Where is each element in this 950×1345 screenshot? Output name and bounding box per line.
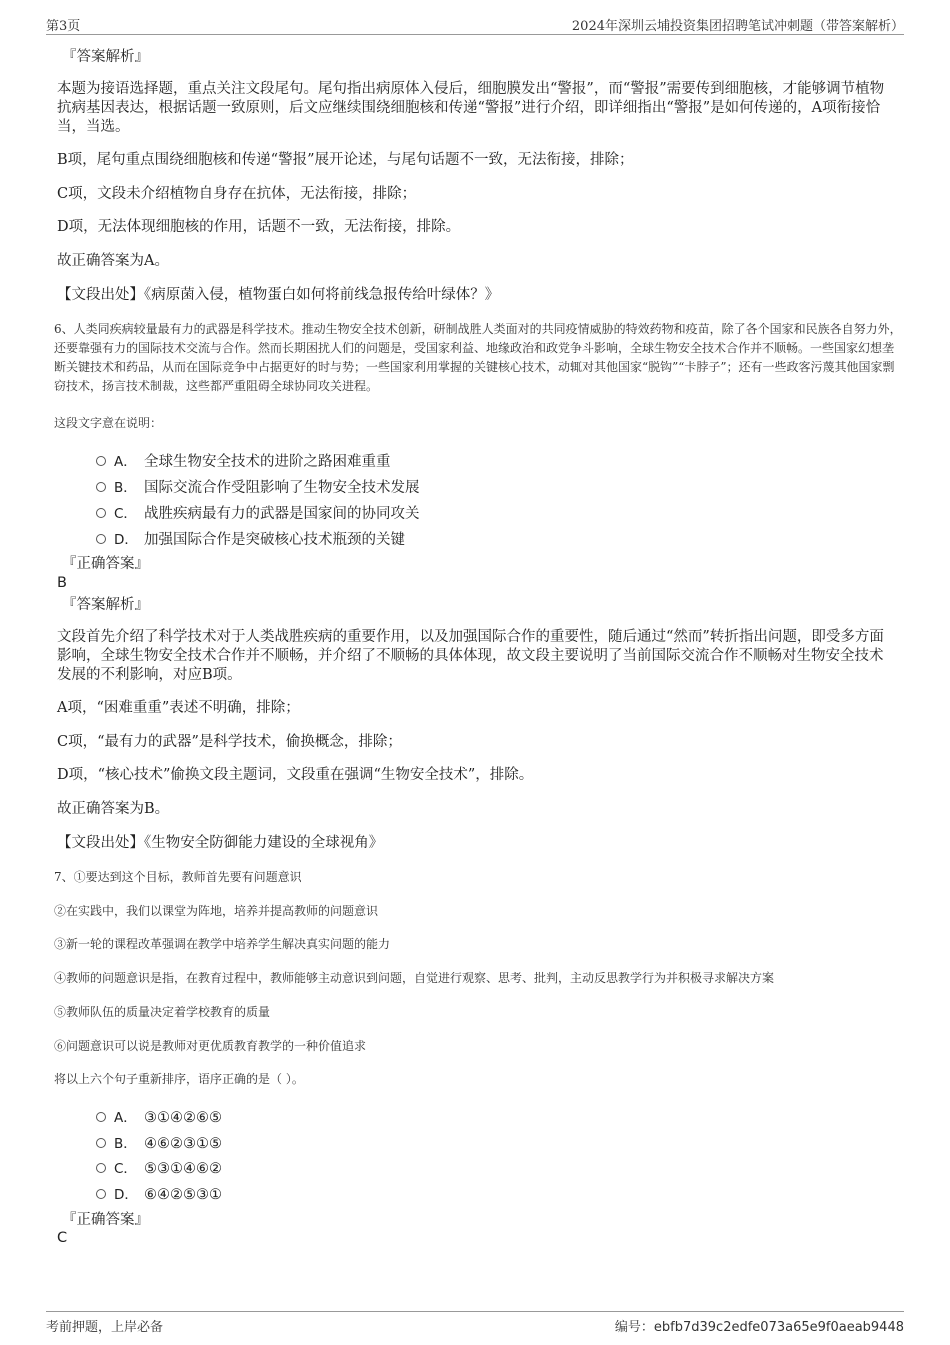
q6-answer-label: 『正确答案』 (62, 556, 149, 572)
q5-analysis-paragraph: 本题为接语选择题，重点关注文段尾句。尾句指出病原体入侵后，细胞膜发出“警报”，而“警报”需要传到细胞核，才能够调节植物抗病基因表达，根据话题一致原则，后文应继续围绕细胞核和传递“警报”进行介绍，即详细指出“警报”是如何传递的，A项衔接恰当，当选。 (57, 81, 885, 135)
q6-answer: B (57, 575, 67, 591)
q7-question: 将以上六个句子重新排序，语序正确的是（ ）。 (54, 1072, 304, 1086)
q7-answer-label: 『正确答案』 (62, 1212, 149, 1228)
q6-analysis-conclusion: 故正确答案为B。 (57, 801, 170, 817)
q6-option-c[interactable]: C． 战胜疾病最有力的武器是国家间的协同攻关 (96, 502, 420, 523)
q7-option-d[interactable]: D． ⑥④②⑤③① (96, 1183, 222, 1203)
q7-answer: C (57, 1230, 68, 1246)
q6-analysis-label: 『答案解析』 (62, 597, 149, 613)
radio-button[interactable] (96, 534, 106, 544)
radio-button[interactable] (96, 1138, 106, 1148)
document-code: 编号：ebfb7d39c2edfe073a65e9f0aeab9448 (614, 1320, 904, 1335)
q5-analysis-option-b: B项，尾句重点围绕细胞核和传递“警报”展开论述，与尾句话题不一致，无法衔接，排除； (57, 152, 634, 168)
q6-stem: 6、人类同疾病较量最有力的武器是科学技术。推动生物安全技术创新，研制战胜人类面对的共同疫情威胁的特效药物和疫苗，除了各个国家和民族各自努力外，还要靠强有力的国际技术交流与合作。然而长期困扰人们的问题是，受国家利益、地缘政治和政党争斗影响，全球生物安全技术合作并不顺畅。一些国家幻想垄断关键技术和药品，从而在国际竞争中占据更好的时与势；一些国家利用掌握的关键核心技术，动辄对其他国家“脱钩”“卡脖子”；还有一些政客污蔑其他国家剽窃技术，扬言技术制裁，这些都严重阻碍全球协同攻关进程。 (54, 322, 902, 393)
q6-option-a[interactable]: A． 全球生物安全技术的进阶之路困难重重 (96, 450, 391, 471)
q7-sentence-4: ④教师的问题意识是指，在教育过程中，教师能够主动意识到问题，自觉进行观察、思考、批判，主动反思教学行为并积极寻求解决方案 (54, 971, 775, 985)
q6-source: 【文段出处】《生物安全防御能力建设的全球视角》 (57, 835, 384, 851)
q5-analysis-option-d: D项，无法体现细胞核的作用，话题不一致，无法衔接，排除。 (57, 219, 461, 235)
page-number: 第3页 (46, 19, 81, 34)
q6-question: 这段文字意在说明： (54, 416, 163, 430)
radio-button[interactable] (96, 456, 106, 466)
page-header (46, 14, 904, 35)
q7-sentence-6: ⑥问题意识可以说是教师对更优质教育教学的一种价值追求 (54, 1039, 367, 1053)
radio-button[interactable] (96, 482, 106, 492)
q7-option-b[interactable]: B． ④⑥②③①⑤ (96, 1132, 222, 1152)
q5-analysis-conclusion: 故正确答案为A。 (57, 253, 169, 269)
q6-option-d[interactable]: D． 加强国际合作是突破核心技术瓶颈的关键 (96, 528, 405, 549)
radio-button[interactable] (96, 1189, 106, 1199)
q7-sentence-5: ⑤教师队伍的质量决定着学校教育的质量 (54, 1005, 271, 1019)
q5-analysis-label: 『答案解析』 (62, 49, 149, 65)
q5-analysis-option-c: C项，文段未介绍植物自身存在抗体，无法衔接，排除； (57, 186, 417, 202)
document-title: 2024年深圳云埔投资集团招聘笔试冲刺题（带答案解析） (571, 19, 904, 34)
q5-source: 【文段出处】《病原菌入侵，植物蛋白如何将前线急报传给叶绿体？》 (57, 287, 500, 303)
radio-button[interactable] (96, 1163, 106, 1173)
radio-button[interactable] (96, 1112, 106, 1122)
q7-sentence-2: ②在实践中，我们以课堂为阵地，培养并提高教师的问题意识 (54, 904, 379, 918)
q6-analysis-option-a: A项，“困难重重”表述不明确，排除； (57, 700, 300, 716)
footer-slogan: 考前押题，上岸必备 (46, 1320, 164, 1335)
q6-analysis-option-d: D项，“核心技术”偷换文段主题词，文段重在强调“生物安全技术”，排除。 (57, 767, 534, 783)
q6-analysis-paragraph: 文段首先介绍了科学技术对于人类战胜疾病的重要作用，以及加强国际合作的重要性，随后通过“然而”转折指出问题，即受多方面影响，全球生物安全技术合作并不顺畅，并介绍了不顺畅的具体体现，故文段主要说明了当前国际交流合作不顺畅对生物安全技术发展的不利影响，对应B项。 (57, 629, 884, 683)
q6-option-b[interactable]: B． 国际交流合作受阻影响了生物安全技术发展 (96, 476, 420, 497)
q7-sentence-3: ③新一轮的课程改革强调在教学中培养学生解决真实问题的能力 (54, 937, 391, 951)
q7-option-c[interactable]: C． ⑤③①④⑥② (96, 1157, 222, 1177)
page-footer (46, 1311, 904, 1336)
q7-sentence-1: 7、①要达到这个目标，教师首先要有问题意识 (54, 870, 302, 884)
radio-button[interactable] (96, 508, 106, 518)
q7-option-a[interactable]: A． ③①④②⑥⑤ (96, 1106, 222, 1126)
q6-analysis-option-c: C项，“最有力的武器”是科学技术，偷换概念，排除； (57, 734, 402, 750)
